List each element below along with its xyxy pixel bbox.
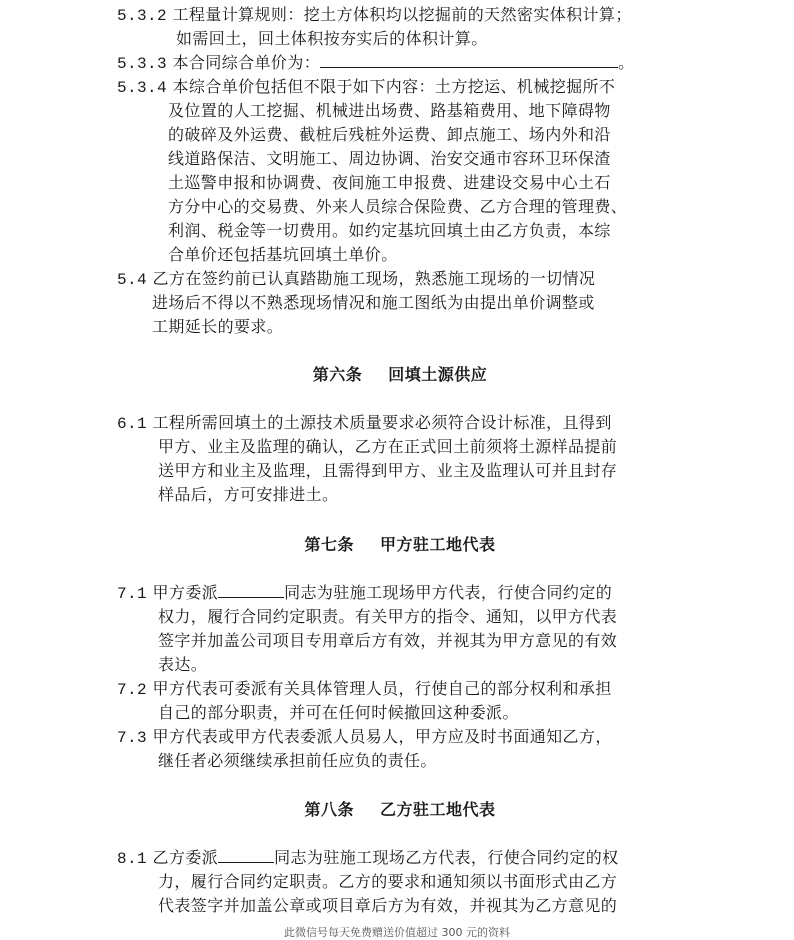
clause-text: 同志为驻施工现场乙方代表，行使合同约定的权 [274,848,619,867]
clause-5-3-2-line-1 [117,3,632,28]
unit-price-blank [320,53,618,68]
clause-5-3-4-line: 土巡警申报和协调费、夜间施工申报费、进建设交易中心土石 [168,173,611,192]
clause-end: 。 [618,53,635,72]
clause-8-1-line: 代表签字并加盖公章或项目章后方为有效，并视其为乙方意见的 [158,896,618,915]
clause-7-1-line-1 [117,581,612,606]
clause-5-3-4-line-1 [117,75,615,100]
article-title: 乙方驻工地代表 [380,800,496,819]
clause-number: 5.4 [117,271,148,289]
article-6-heading [0,363,794,387]
clause-8-1-line-1 [117,846,619,871]
clause-text: 同志为驻施工现场甲方代表，行使合同约定的 [284,583,613,602]
clause-7-1-line: 表达。 [158,655,208,674]
clause-7-2-line: 自己的部分职责，并可在任何时候撤回这种委派。 [158,703,519,722]
clause-text: 工程量计算规则：挖土方体积均以挖掘前的天然密实体积计算； [172,5,632,24]
clause-number: 5.3.4 [117,79,168,97]
clause-5-3-4-line: 利润、税金等一切费用。如约定基坑回填土由乙方负责，本综 [168,221,611,240]
article-number: 第八条 [304,800,354,819]
clause-text: 甲方代表或甲方代表委派人员易人，甲方应及时书面通知乙方， [152,727,612,746]
clause-text: 乙方委派 [152,848,219,867]
clause-7-3-line: 继任者必须继续承担前任应负的责任。 [158,751,437,770]
clause-text: 甲方代表可委派有关具体管理人员，行使自己的部分权利和承担 [152,679,612,698]
clause-8-1-line: 力，履行合同约定职责。乙方的要求和通知须以书面形式由乙方 [158,872,618,891]
clause-7-1-line: 权力，履行合同约定职责。有关甲方的指令、通知，以甲方代表 [158,607,618,626]
clause-number: 7.3 [117,729,148,747]
clause-5-4-line-1 [117,267,595,292]
clause-7-3-line-1 [117,725,612,750]
clause-text: 本合同综合单价为： [172,53,321,72]
clause-7-1-line: 签字并加盖公司项目专用章后方有效，并视其为甲方意见的有效 [158,631,618,650]
clause-text: 甲方委派 [152,583,219,602]
article-number: 第六条 [312,365,363,384]
clause-number: 8.1 [117,850,148,868]
article-title: 甲方驻工地代表 [380,535,496,554]
representative-name-blank [218,583,284,598]
clause-text: 工程所需回填土的土源技术质量要求必须符合设计标准，且得到 [152,413,612,432]
clause-6-1-line: 送甲方和业主及监理，且需得到甲方、业主及监理认可并且封存 [158,461,618,480]
article-number: 第七条 [304,535,354,554]
clause-5-3-4-line: 合单价还包括基坑回填土单价。 [168,245,398,264]
clause-5-4-line: 进场后不得以不熟悉现场情况和施工图纸为由提出单价调整或 [152,293,595,312]
clause-text: 本综合单价包括但不限于如下内容：土方挖运、机械挖掘所不 [172,77,616,96]
clause-number: 5.3.3 [117,55,168,73]
clause-5-3-4-line: 及位置的人工挖掘、机械进出场费、路基箱费用、地下障碍物 [168,101,611,120]
clause-number: 5.3.2 [117,7,168,25]
clause-6-1-line: 甲方、业主及监理的确认，乙方在正式回土前须将土源样品提前 [158,437,618,456]
representative-name-blank [218,848,274,863]
clause-5-3-4-line: 线道路保洁、文明施工、周边协调、治安交通市容环卫环保渣 [168,149,611,168]
clause-number: 6.1 [117,415,148,433]
clause-text: 乙方在签约前已认真踏勘施工现场，熟悉施工现场的一切情况 [152,269,596,288]
clause-5-4-line: 工期延长的要求。 [152,317,284,336]
clause-7-2-line-1 [117,677,612,702]
article-7-heading [0,533,794,557]
clause-5-3-2-line-2: 如需回土，回土体积按夯实后的体积计算。 [176,29,488,48]
clause-5-3-4-line: 的破碎及外运费、截桩后残桩外运费、卸点施工、场内外和沿 [168,125,611,144]
article-8-heading [0,798,794,822]
clause-number: 7.1 [117,585,148,603]
clause-6-1-line: 样品后，方可安排进土。 [158,485,339,504]
article-title: 回填土源供应 [388,365,488,384]
page-footer-note: 此微信号每天免费赠送价值超过 300 元的资料 [284,926,510,939]
clause-6-1-line-1 [117,411,612,436]
clause-5-3-3 [117,51,635,76]
clause-5-3-4-line: 方分中心的交易费、外来人员综合保险费、乙方合理的管理费、 [168,197,628,216]
clause-number: 7.2 [117,681,148,699]
